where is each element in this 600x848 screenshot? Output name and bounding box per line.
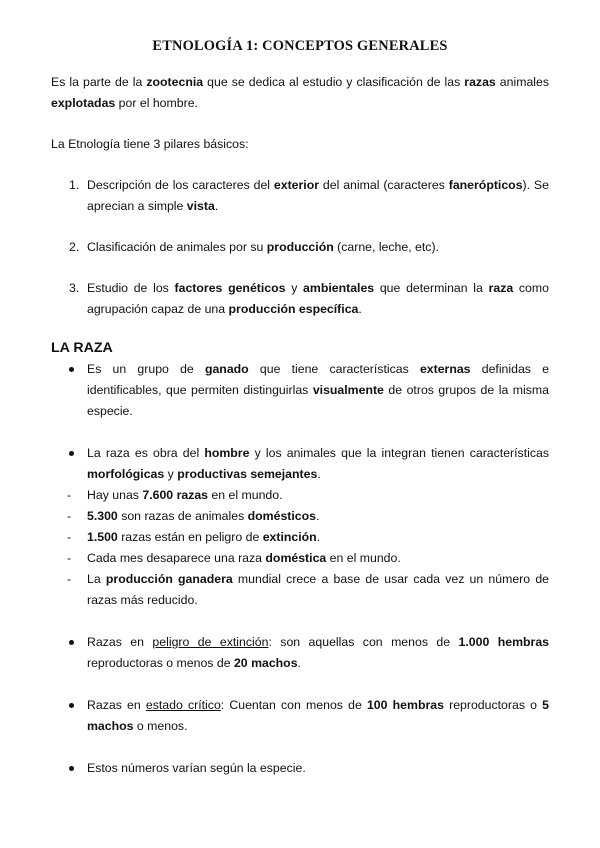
text-run: y — [164, 467, 178, 481]
underlined-run: estado crítico — [145, 698, 221, 712]
dash-marker: - — [67, 572, 72, 586]
intro-paragraph — [51, 72, 549, 114]
text-run: Es la parte de la — [51, 75, 147, 89]
bold-run: domésticos — [247, 509, 316, 523]
bold-run: 1.500 — [87, 530, 118, 544]
dash-item — [51, 527, 549, 548]
text-run: . — [316, 509, 320, 523]
bullet-dot — [69, 640, 74, 645]
text-run: Es un grupo de — [87, 362, 205, 376]
bold-run: productivas semejantes — [177, 467, 318, 481]
text-run: . — [358, 302, 362, 316]
bullet-dot — [69, 766, 74, 771]
bullet-item — [51, 758, 549, 779]
text-run: . — [214, 199, 219, 213]
bold-run: raza — [488, 281, 514, 295]
bold-run: ambientales — [303, 281, 375, 295]
text-run: Razas en — [87, 635, 153, 649]
text-run: . — [316, 530, 321, 544]
text-run: que determinan la — [374, 281, 489, 295]
bold-run: zootecnia — [146, 75, 204, 89]
text-run: como agrupación capaz de una — [87, 281, 549, 316]
status-bullet-list — [51, 632, 549, 779]
bullet-text — [87, 698, 549, 733]
text-run: reproductoras o menos de — [87, 656, 234, 670]
dash-item — [51, 485, 549, 506]
bold-run: fanerópticos — [448, 178, 523, 192]
text-run: Clasificación de animales por su — [87, 240, 267, 254]
pillar-text — [87, 178, 549, 213]
text-run: Estudio de los — [87, 281, 175, 295]
underlined-run: peligro de extinción — [152, 635, 269, 649]
pillar-text — [87, 240, 439, 254]
bold-run: 20 machos — [233, 656, 298, 670]
bold-run: exterior — [273, 178, 320, 192]
text-run: animales — [495, 75, 549, 89]
bullet-item — [51, 632, 549, 674]
text-run: y — [285, 281, 304, 295]
bullet-text — [87, 362, 549, 418]
bold-run: factores genéticos — [174, 281, 286, 295]
bold-run: 5.300 — [87, 509, 118, 523]
text-run: ). Se aprecian a simple — [87, 178, 549, 213]
text-run: en el mundo. — [208, 488, 283, 502]
bold-run: 1.000 hembras — [458, 635, 550, 649]
text-run: Descripción de los caracteres del — [87, 178, 274, 192]
dash-item — [51, 506, 549, 527]
dash-text — [87, 551, 401, 565]
text-run: y los animales que la integran tienen características — [249, 446, 549, 460]
text-run: : Cuentan con menos de — [220, 698, 367, 712]
pillar-number: 3. — [69, 281, 80, 295]
text-run: o menos. — [133, 719, 188, 733]
bold-run: 5 machos — [87, 698, 549, 733]
bold-run: ganado — [204, 362, 249, 376]
document-title: ETNOLOGÍA 1: CONCEPTOS GENERALES — [152, 38, 448, 54]
bold-run: morfológicas — [87, 467, 165, 481]
pillar-item — [51, 175, 549, 217]
section-heading: LA RAZA — [51, 340, 113, 356]
bold-run: externas — [419, 362, 471, 376]
text-run: mundial crece a base de usar cada vez un número de razas más reducido. — [87, 572, 549, 607]
text-run: que se dedica al estudio y clasificación de las — [203, 75, 465, 89]
bullet-dot — [69, 703, 74, 708]
text-run: en el mundo. — [326, 551, 401, 565]
bold-run: producción ganadera — [105, 572, 233, 586]
dash-marker: - — [67, 551, 72, 565]
bullet-text — [87, 446, 549, 481]
bold-run: extinción — [262, 530, 317, 544]
text-run: (carne, leche, etc). — [333, 240, 439, 254]
bold-run: visualmente — [312, 383, 384, 397]
bullet-dot — [69, 451, 74, 456]
bold-run: vista — [186, 199, 215, 213]
text-run: son razas de animales — [117, 509, 248, 523]
text-run: razas están en peligro de — [117, 530, 263, 544]
pillar-item — [51, 278, 549, 320]
bold-run: explotadas — [51, 96, 116, 110]
text-run: La raza es obra del — [87, 446, 205, 460]
dash-text — [87, 488, 283, 502]
text-run: Estos números varían según la especie. — [87, 761, 306, 775]
bullet-item — [51, 695, 549, 737]
dash-marker: - — [67, 488, 72, 502]
bullet-dot — [69, 367, 74, 372]
text-run: La — [87, 572, 106, 586]
raza-bullet-list — [51, 359, 549, 485]
text-run: del animal (caracteres — [319, 178, 449, 192]
dash-marker: - — [67, 509, 72, 523]
text-run: . — [317, 467, 321, 481]
facts-dash-list — [51, 485, 549, 611]
bold-run: razas — [464, 75, 496, 89]
pillars-intro: La Etnología tiene 3 pilares básicos: — [51, 137, 249, 151]
text-run: . — [297, 656, 301, 670]
bold-run: producción específica — [228, 302, 359, 316]
bold-run: hombre — [204, 446, 250, 460]
text-run: por el hombre. — [115, 96, 198, 110]
text-run: reproductoras o — [443, 698, 543, 712]
pillar-text — [87, 281, 549, 316]
bold-run: producción — [266, 240, 334, 254]
pillars-list — [51, 175, 549, 320]
pillar-number: 2. — [69, 240, 80, 254]
bold-run: doméstica — [265, 551, 327, 565]
dash-text — [87, 530, 320, 544]
bullet-item — [51, 359, 549, 422]
text-run: que tiene características — [248, 362, 420, 376]
dash-item — [51, 548, 549, 569]
dash-marker: - — [67, 530, 72, 544]
pillar-item — [51, 237, 549, 258]
pillar-number: 1. — [69, 178, 80, 192]
dash-text — [87, 509, 319, 523]
text-run: definidas e identificables, que permiten distinguirlas — [87, 362, 549, 397]
bullet-text — [87, 635, 549, 670]
bold-run: 7.600 razas — [142, 488, 209, 502]
text-run: : son aquellas con menos de — [268, 635, 459, 649]
text-run: Razas en — [87, 698, 146, 712]
text-run: Cada mes desaparece una raza — [87, 551, 266, 565]
bold-run: 100 hembras — [366, 698, 444, 712]
bullet-item — [51, 443, 549, 485]
bullet-text — [87, 761, 306, 775]
dash-item — [51, 569, 549, 611]
text-run: Hay unas — [87, 488, 143, 502]
text-run: de otros grupos de la misma especie. — [87, 383, 549, 418]
dash-text — [87, 572, 549, 607]
